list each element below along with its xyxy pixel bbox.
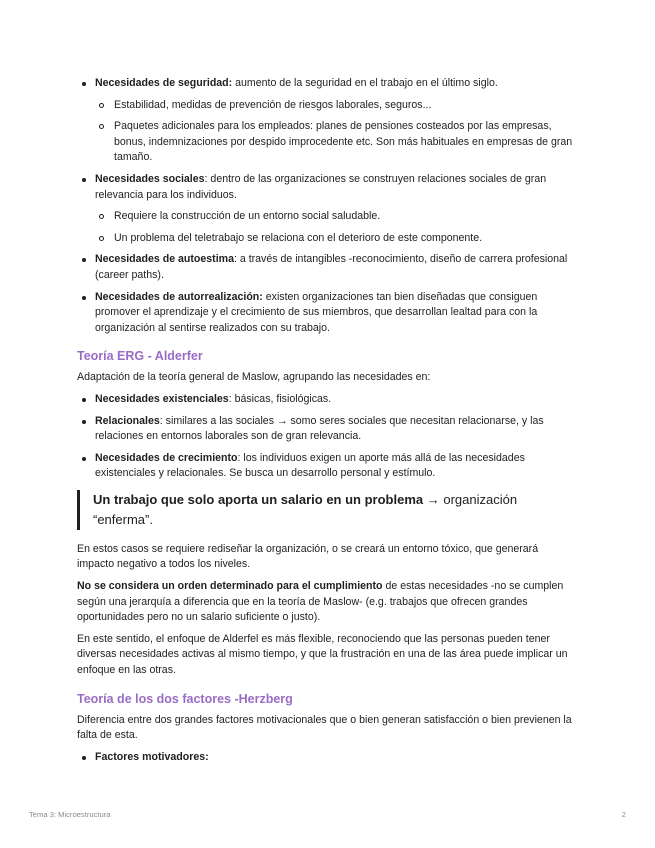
item-text: : similares a las sociales → somo seres sociales que necesitan relacionarse, y las relaciones en entornos laborales son de gran relevancia. (95, 414, 544, 443)
page-content (77, 76, 577, 771)
item-term: Necesidades sociales (95, 172, 205, 185)
item-text: : a través de intangibles -reconocimiento, diseño de carrera profesional (career paths). (95, 253, 568, 281)
blockquote (77, 490, 577, 530)
paragraph (77, 579, 577, 626)
sublist-item: Un problema del teletrabajo se relaciona con el deterioro de este componente. (95, 231, 577, 247)
list-item (77, 392, 577, 408)
item-term: Factores motivadores: (95, 750, 209, 763)
list-item (77, 252, 577, 283)
sublist-item: Requiere la construcción de un entorno social saludable. (95, 209, 577, 225)
paragraph: En estos casos se requiere rediseñar la organización, o se creará un entorno tóxico, que generará impacto negativo a todos los niveles. (77, 542, 539, 571)
sublist-seguridad (95, 98, 577, 166)
item-term: Relacionales (95, 414, 160, 427)
list-item (77, 172, 577, 246)
quote-emphasis: Un trabajo que solo aporta un salario en un problema (93, 491, 424, 507)
list-item (77, 750, 577, 766)
item-text: : los individuos exigen un aporte más allá de las necesidades existenciales y relacionales. Se busca un desarrollo personal y estímulo. (95, 451, 525, 480)
sublist-sociales (95, 209, 577, 246)
list-item (77, 451, 577, 482)
paragraph-emphasis: No se considera un orden determinado para el cumplimiento (77, 580, 383, 593)
item-text: existen organizaciones tan bien diseñadas que consiguen promover el aprendizaje y el crecimiento de sus miembros, que desarrollan lealtad para con la organización al sentirse realizados con su trabajo. (95, 290, 538, 334)
item-text: : dentro de las organizaciones se construyen relaciones sociales de gran relevancia para los individuos. (95, 172, 547, 201)
herzberg-list (77, 750, 577, 766)
list-item (77, 76, 577, 166)
section-heading-erg: Teoría ERG - Alderfer (77, 349, 203, 364)
list-item (77, 290, 577, 337)
erg-intro: Adaptación de la teoría general de Maslow, agrupando las necesidades en: (77, 371, 431, 384)
item-text: aumento de la seguridad en el trabajo en el último siglo. (232, 77, 498, 89)
section-heading-herzberg: Teoría de los dos factores -Herzberg (77, 691, 293, 706)
list-item (77, 414, 577, 445)
item-term: Necesidades de seguridad: (95, 77, 233, 89)
item-text: : básicas, fisiológicas. (228, 392, 332, 405)
sublist-item: Estabilidad, medidas de prevención de riesgos laborales, seguros... (95, 98, 577, 114)
paragraph-text: de estas necesidades -no se cumplen según una jerarquía a diferencia que en la teoría de Maslow- (e.g. trabajos que ofrecen grandes oportunidades pero no un salario suficiente o justo). (77, 580, 564, 624)
footer-title: Tema 3: Microestructura (29, 810, 111, 819)
paragraph: En este sentido, el enfoque de Alderfel es más flexible, reconociendo que las personas pueden tener diversas necesidades activas al mismo tiempo, y que la frustración en una de las área puede implicar un enfoque en las otras. (77, 632, 568, 677)
sublist-item: Paquetes adicionales para los empleados: planes de pensiones costeados por las empresas, bonus, indemnizaciones por despido improcedente etc. Son más habituales en empresas de gran tamaño. (95, 119, 577, 166)
herzberg-intro: Diferencia entre dos grandes factores motivacionales que o bien generan satisfacción o bien previenen la falta de esta. (77, 713, 572, 742)
item-term: Necesidades de crecimiento (95, 451, 238, 464)
quote-text: → organización “enferma”. (93, 491, 518, 527)
page-number: 2 (621, 810, 626, 819)
item-term: Necesidades de autoestima (95, 253, 234, 266)
erg-needs-list (77, 392, 577, 482)
item-term: Necesidades existenciales (95, 392, 229, 405)
maslow-needs-list (77, 76, 577, 336)
item-term: Necesidades de autorrealización: (95, 290, 263, 303)
